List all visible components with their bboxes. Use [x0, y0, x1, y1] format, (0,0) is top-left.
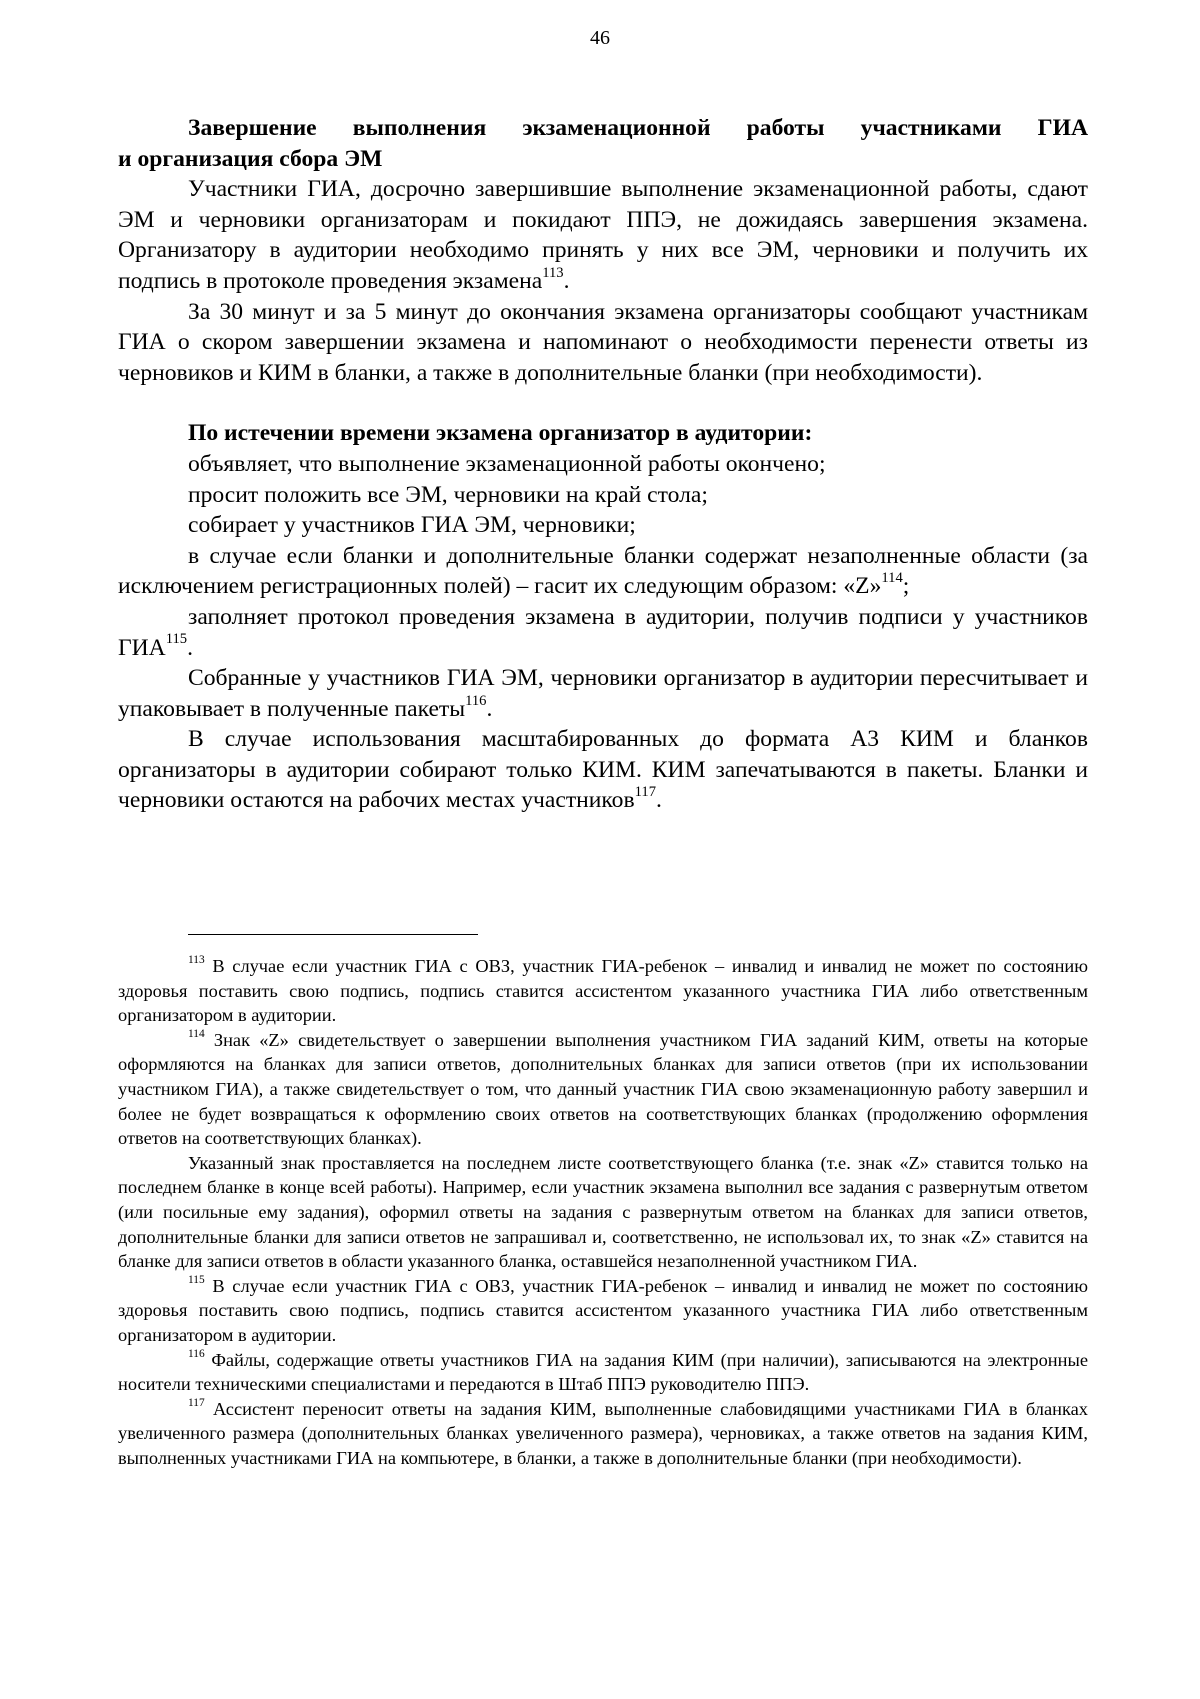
list-item: объявляет, что выполнение экзаменационной работы окончено;	[188, 450, 826, 477]
footnote-number: 117	[188, 1396, 205, 1409]
paragraph-end: .	[656, 787, 662, 814]
footnote-number: 113	[188, 954, 205, 967]
footnote-text: В случае если участник ГИА с ОВЗ, участник ГИА-ребенок – инвалид и инвалид не может по состоянию здоровья поставить свою подпись, подпись ставится ассистентом указанного участника ГИА либо ответственным организатором в аудитории.	[118, 956, 1088, 1026]
paragraph-text: Участники ГИА, досрочно завершившие выполнение экзаменационной работы, сдают ЭМ и черновики организаторам и покидают ППЭ, не дожидаясь завершения экзамена. Организатору в аудитории необходимо принять у них все ЭМ, черновики и получить их подпись в протоколе проведения экзамена	[118, 176, 1088, 294]
list-item: просит положить все ЭМ, черновики на край стола;	[188, 481, 708, 508]
list-item-text: заполняет протокол проведения экзамена в аудитории, получив подписи у участников ГИА	[118, 603, 1088, 661]
footnote-text: Файлы, содержащие ответы участников ГИА на задания КИМ (при наличии), записываются на электронные носители техническими специалистами и передаются в Штаб ППЭ руководителю ППЭ.	[118, 1349, 1088, 1395]
paragraph-end: .	[563, 267, 570, 294]
section-heading-time-expired: По истечении времени экзамена организатор в аудитории:	[188, 420, 813, 447]
footnote-114	[118, 1028, 1088, 1151]
list-item	[118, 602, 1088, 663]
main-text	[118, 113, 1088, 816]
page-number: 46	[590, 27, 610, 49]
section-heading-completion	[118, 113, 1088, 144]
footnote-separator	[188, 934, 478, 935]
footnote-114-continuation: Указанный знак проставляется на последнем листе соответствующего бланка (т.е. знак «Z» ставится только на последнем бланке в конце всей работы). Например, если участник экзамена выполнил все задания с развернутым ответом (или посильные ему задания), оформил ответы на задания с развернутым ответом на бланках для записи ответов, дополнительные бланки для записи ответов не запрашивал и, соответственно, не использовал их, то знак «Z» ставится на бланке для записи ответов в области указанного бланка, оставшейся незаполненной участником ГИА.	[118, 1152, 1088, 1272]
footnote-ref-116: 116	[465, 692, 487, 709]
footnote-text: Ассистент переносит ответы на задания КИМ, выполненные слабовидящими участниками ГИА в бланках увеличенного размера (дополнительных бланках увеличенного размера), черновиках, а также ответов на задания КИМ, выполненных участниками ГИА на компьютере, в бланки, а также в дополнительные бланки (при необходимости).	[118, 1398, 1088, 1468]
paragraph-time-warning: За 30 минут и за 5 минут до окончания экзамена организаторы сообщают участникам ГИА о скором завершении экзамена и напоминают о необходимости перенести ответы из черновиков и КИМ в бланки, а также в дополнительные бланки (при необходимости).	[118, 298, 1088, 386]
footnote-number: 115	[188, 1273, 205, 1286]
footnote-113	[118, 954, 1088, 1028]
footnote-ref-115: 115	[165, 631, 188, 648]
section-heading-completion-line2: и организация сбора ЭМ	[118, 145, 383, 172]
paragraph-text: В случае использования масштабированных до формата А3 КИМ и бланков организаторы в аудитории собирают только КИМ. КИМ запечатываются в пакеты. Бланки и черновики остаются на рабочих местах участников	[118, 726, 1088, 814]
list-item: собирает у участников ГИА ЭМ, черновики;	[188, 512, 636, 539]
list-item	[118, 541, 1088, 602]
paragraph-early-completion	[118, 174, 1088, 296]
footnotes	[118, 954, 1088, 1470]
paragraph-text: Собранные у участников ГИА ЭМ, черновики организатор в аудитории пересчитывает и упаковывает в полученные пакеты	[118, 665, 1088, 722]
footnote-text: Знак «Z» свидетельствует о завершении выполнения участником ГИА заданий КИМ, ответы на которые оформляются на бланках для записи ответов, дополнительных бланках для записи ответов (при их использовании участником ГИА), а также свидетельствует о том, что данный участник ГИА свою экзаменационную работу завершил и более не будет возвращаться к оформлению своих ответов на соответствующих бланках (продолжению оформления ответов на соответствующих бланках).	[118, 1029, 1088, 1149]
paragraph-packing	[118, 663, 1088, 724]
footnote-number: 114	[188, 1027, 205, 1040]
list-item-text: в случае если бланки и дополнительные бланки содержат незаполненные области (за исключением регистрационных полей) – гасит их следующим образом: «Z»	[118, 542, 1088, 600]
footnote-ref-117: 117	[634, 784, 657, 801]
footnote-number: 116	[188, 1347, 205, 1360]
list-item-end: ;	[902, 573, 910, 600]
footnote-115	[118, 1274, 1088, 1348]
footnote-117	[118, 1397, 1088, 1471]
footnote-ref-113: 113	[542, 264, 564, 281]
heading-line-1: Завершение выполнения экзаменационной работы участниками ГИА	[188, 115, 1088, 141]
spacer	[118, 388, 1088, 418]
footnote-text: В случае если участник ГИА с ОВЗ, участник ГИА-ребенок – инвалид и инвалид не может по состоянию здоровья поставить свою подпись, подпись ставится ассистентом указанного участника ГИА либо ответственным организатором в аудитории.	[118, 1275, 1088, 1345]
paragraph-a3-format	[118, 724, 1088, 816]
paragraph-end: .	[486, 695, 493, 722]
footnote-ref-114: 114	[881, 570, 903, 587]
footnote-116	[118, 1348, 1088, 1397]
list-item-end: .	[187, 634, 194, 661]
